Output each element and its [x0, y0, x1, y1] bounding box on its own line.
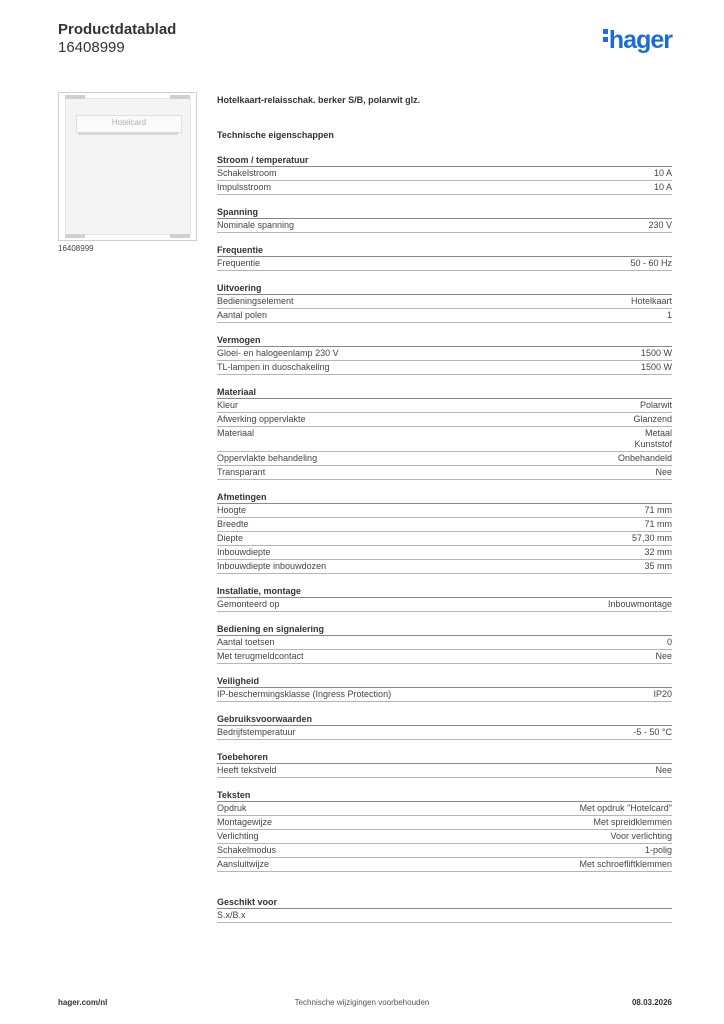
spec-row	[217, 598, 672, 612]
spec-row	[217, 726, 672, 740]
spec-value	[654, 182, 672, 193]
header-product-number: 16408999	[58, 39, 125, 56]
image-caption: 16408999	[58, 244, 94, 253]
spec-value-line: 1-polig	[644, 845, 672, 855]
spec-label: Frequentie	[217, 258, 261, 268]
spec-value	[633, 727, 672, 738]
spec-value	[644, 547, 672, 558]
spec-label: Materiaal	[217, 428, 255, 438]
spec-row	[217, 688, 672, 702]
spec-section	[217, 334, 672, 375]
spec-section	[217, 789, 672, 872]
spec-value	[644, 505, 672, 516]
spec-value-line: 1	[666, 310, 672, 320]
spec-label: S.x/B.x	[217, 910, 246, 920]
spec-value-line: -5 - 50 °C	[633, 727, 672, 737]
spec-value	[641, 348, 672, 359]
spec-label: Nominale spanning	[217, 220, 295, 230]
spec-row	[217, 518, 672, 532]
spec-value-line: 0	[666, 637, 672, 647]
spec-row	[217, 219, 672, 233]
footer-disclaimer: Technische wijzigingen voorbehouden	[294, 998, 430, 1007]
spec-label: Schakelstroom	[217, 168, 277, 178]
spec-row	[217, 650, 672, 664]
spec-section	[217, 206, 672, 233]
spec-value-line: Kunststof	[634, 439, 672, 449]
spec-row	[217, 309, 672, 323]
spec-label: Schakelmodus	[217, 845, 277, 855]
spec-row	[217, 636, 672, 650]
spec-section	[217, 713, 672, 740]
product-image	[58, 92, 197, 241]
spec-row	[217, 844, 672, 858]
spec-label: Diepte	[217, 533, 244, 543]
spec-row	[217, 858, 672, 872]
spec-section	[217, 896, 672, 923]
spec-label: Gemonteerd op	[217, 599, 280, 609]
section-title: Materiaal	[217, 386, 672, 399]
spec-row	[217, 764, 672, 778]
spec-row	[217, 347, 672, 361]
spec-value-line: 50 - 60 Hz	[630, 258, 672, 268]
spec-value-line: Met opdruk "Hotelcard"	[579, 803, 672, 813]
spec-row	[217, 181, 672, 195]
spec-value-line: 230 V	[648, 220, 672, 230]
spec-value-line: Voor verlichting	[610, 831, 672, 841]
spec-content	[217, 94, 672, 923]
spec-value	[580, 803, 672, 814]
spec-section	[217, 386, 672, 480]
spec-label: Bedrijfstemperatuur	[217, 727, 296, 737]
spec-value	[667, 637, 672, 648]
section-title: Veiligheid	[217, 675, 672, 688]
spec-value-line: 10 A	[653, 182, 672, 192]
spec-section	[217, 491, 672, 574]
spec-row	[217, 295, 672, 309]
section-title: Bediening en signalering	[217, 623, 672, 636]
spec-value-line: Inbouwmontage	[607, 599, 672, 609]
spec-section	[217, 585, 672, 612]
spec-label: Afwerking oppervlakte	[217, 414, 306, 424]
spec-value-line: 32 mm	[644, 547, 672, 557]
spec-value	[593, 817, 672, 828]
card-slot	[76, 115, 182, 133]
spec-value	[645, 845, 672, 856]
footer-website[interactable]: hager.com/nl	[58, 998, 108, 1007]
spec-value-line: Met schroefliftklemmen	[579, 859, 672, 869]
section-title: Gebruiksvoorwaarden	[217, 713, 672, 726]
product-title: Hotelkaart-relaisschak. berker S/B, polarwit glz.	[217, 95, 421, 105]
spec-row	[217, 167, 672, 181]
spec-value-line: Hotelkaart	[630, 296, 672, 306]
spec-label: Opdruk	[217, 803, 247, 813]
spec-value-line: 35 mm	[644, 561, 672, 571]
spec-value	[608, 599, 672, 610]
spec-label: Heeft tekstveld	[217, 765, 277, 775]
spec-label: Oppervlakte behandeling	[217, 453, 318, 463]
spec-label: Montagewijze	[217, 817, 273, 827]
spec-label: Inbouwdiepte inbouwdozen	[217, 561, 327, 571]
spec-section	[217, 675, 672, 702]
spec-row	[217, 413, 672, 427]
spec-row	[217, 802, 672, 816]
spec-row	[217, 452, 672, 466]
spec-section	[217, 282, 672, 323]
spec-value-line: 57,30 mm	[631, 533, 672, 543]
spec-value	[653, 689, 672, 700]
spec-value	[655, 651, 672, 662]
spec-label: Breedte	[217, 519, 249, 529]
spec-section	[217, 154, 672, 195]
spec-row	[217, 361, 672, 375]
section-title: Installatie, montage	[217, 585, 672, 598]
spec-value-line: 71 mm	[644, 505, 672, 515]
plate-bar	[78, 132, 178, 135]
spec-row	[217, 466, 672, 480]
frame-clip	[170, 234, 190, 238]
spec-value	[641, 362, 672, 373]
spec-label: Verlichting	[217, 831, 259, 841]
logo-colon-icon	[603, 29, 608, 45]
spec-value-line: IP20	[653, 689, 672, 699]
spec-label: Aansluitwijze	[217, 859, 270, 869]
spec-value-line: 10 A	[653, 168, 672, 178]
spec-label: Kleur	[217, 400, 239, 410]
spec-value	[654, 168, 672, 179]
spec-row	[217, 909, 672, 923]
spec-value	[644, 519, 672, 530]
spec-row	[217, 532, 672, 546]
spec-value-line: Nee	[655, 467, 672, 477]
spec-label: TL-lampen in duoschakeling	[217, 362, 330, 372]
spec-value-line: 71 mm	[644, 519, 672, 529]
spec-value	[633, 414, 672, 425]
spec-row	[217, 504, 672, 518]
spec-row	[217, 830, 672, 844]
spec-value	[667, 310, 672, 321]
spec-value	[610, 831, 672, 842]
section-title: Frequentie	[217, 244, 672, 257]
section-title: Toebehoren	[217, 751, 672, 764]
spec-section	[217, 751, 672, 778]
section-title: Teksten	[217, 789, 672, 802]
spec-row	[217, 560, 672, 574]
spec-sections	[217, 154, 672, 872]
footer-date: 08.03.2026	[631, 998, 672, 1007]
section-title: Geschikt voor	[217, 896, 672, 909]
spec-value	[655, 765, 672, 776]
frame-clip	[65, 234, 85, 238]
spec-label: Hoogte	[217, 505, 247, 515]
section-title: Stroom / temperatuur	[217, 154, 672, 167]
spec-value	[634, 428, 672, 450]
tech-title: Technische eigenschappen	[217, 130, 334, 140]
spec-value	[655, 467, 672, 478]
spec-value-line: Polarwit	[639, 400, 672, 410]
spec-row	[217, 546, 672, 560]
spec-value	[630, 258, 672, 269]
section-title: Spanning	[217, 206, 672, 219]
spec-value-line: 1500 W	[640, 348, 672, 358]
suitable-section	[217, 896, 672, 923]
spec-label: Aantal toetsen	[217, 637, 275, 647]
spec-section	[217, 244, 672, 271]
switch-plate	[65, 98, 191, 235]
spec-row	[217, 816, 672, 830]
spec-value-line: Nee	[655, 765, 672, 775]
header-title: Productdatablad	[58, 21, 177, 38]
frame-clip	[170, 95, 190, 99]
spec-row	[217, 427, 672, 452]
spec-row	[217, 399, 672, 413]
spec-value-line: Metaal	[644, 428, 672, 438]
spec-label: Bedieningselement	[217, 296, 294, 306]
spec-value-line: Onbehandeld	[617, 453, 672, 463]
spec-value	[579, 859, 672, 870]
spec-label: IP-beschermingsklasse (Ingress Protection)	[217, 689, 392, 699]
spec-value	[648, 220, 672, 231]
spec-value-line: Nee	[655, 651, 672, 661]
spec-label: Gloei- en halogeenlamp 230 V	[217, 348, 339, 358]
spec-section	[217, 623, 672, 664]
spec-value	[644, 561, 672, 572]
spec-value-line: Glanzend	[633, 414, 672, 424]
hager-logo[interactable]	[603, 26, 672, 55]
frame-clip	[65, 95, 85, 99]
section-title: Vermogen	[217, 334, 672, 347]
spec-value	[640, 400, 672, 411]
card-label: Hotelcard	[111, 118, 147, 127]
spec-value	[632, 533, 672, 544]
section-title: Uitvoering	[217, 282, 672, 295]
spec-label: Met terugmeldcontact	[217, 651, 304, 661]
spec-value-line: 1500 W	[640, 362, 672, 372]
spec-value-line: Met spreidklemmen	[593, 817, 672, 827]
spec-value	[618, 453, 672, 464]
spec-value	[631, 296, 672, 307]
spec-label: Inbouwdiepte	[217, 547, 271, 557]
spec-row	[217, 257, 672, 271]
section-title: Afmetingen	[217, 491, 672, 504]
spec-label: Transparant	[217, 467, 266, 477]
logo-text: hager	[608, 26, 672, 54]
spec-label: Aantal polen	[217, 310, 268, 320]
spec-label: Impulsstroom	[217, 182, 272, 192]
